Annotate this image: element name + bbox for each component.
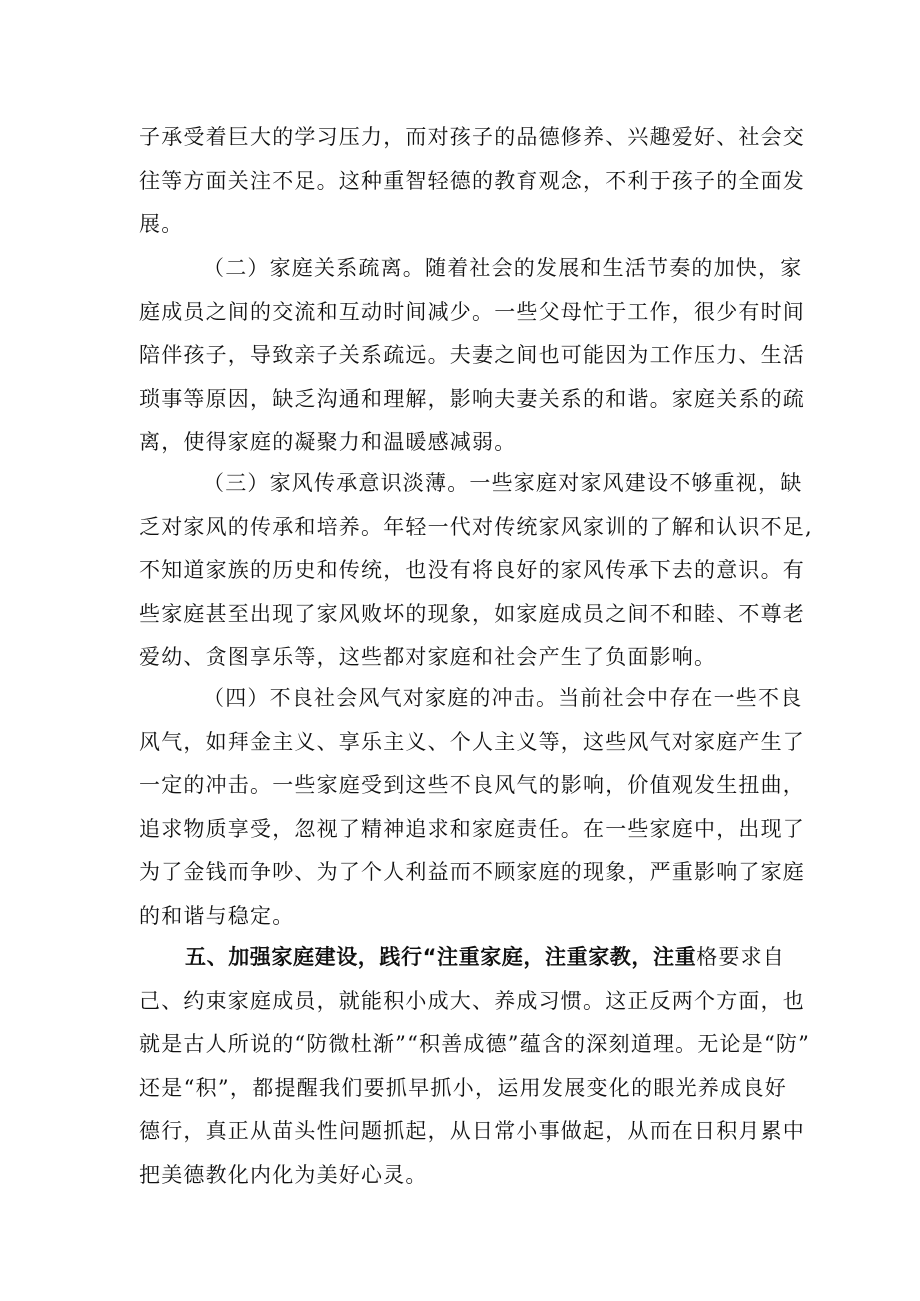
paragraph-line: 为了金钱而争吵、为了个人利益而不顾家庭的现象，严重影响了家庭 — [139, 860, 805, 885]
paragraph-line: 风气，如拜金主义、享乐主义、个人主义等，这些风气对家庭产生了 — [139, 729, 805, 754]
paragraph-line: 德行，真正从苗头性问题抓起，从日常小事做起，从而在日积月累中 — [139, 1119, 805, 1144]
paragraph-family-tradition — [139, 462, 813, 680]
paragraph-social-influence — [139, 677, 805, 939]
paragraph-line: （四）不良社会风气对家庭的冲击。当前社会中存在一些不良 — [203, 686, 803, 710]
paragraph-line: 追求物质享受，忽视了精神追求和家庭责任。在一些家庭中，出现了 — [139, 816, 805, 841]
paragraph-line: 庭成员之间的交流和互动时间减少。一些父母忙于工作，很少有时间 — [139, 299, 805, 324]
paragraph-line: 还是“积”，都提醒我们要抓早抓小，运用发展变化的眼光养成良好 — [139, 1075, 787, 1100]
paragraph-intro — [139, 116, 805, 247]
paragraph-family-relations — [139, 247, 805, 465]
paragraph-line: 爱幼、贪图享乐等，这些都对家庭和社会产生了负面影响。 — [139, 645, 717, 670]
paragraph-line: 就是古人所说的“防微杜渐”“积善成德”蕴含的深刻道理。无论是“防” — [139, 1032, 811, 1057]
paragraph-line: 己、约束家庭成员，就能积小成大、养成习惯。这正反两个方面，也 — [139, 988, 805, 1013]
paragraph-line: 乏对家风的传承和培养。年轻一代对传统家风家训的了解和认识不足, — [139, 514, 813, 539]
paragraph-line: 陪伴孩子，导致亲子关系疏远。夫妻之间也可能因为工作压力、生活 — [139, 343, 805, 368]
paragraph-line: 琐事等原因，缺乏沟通和理解，影响夫妻关系的和谐。家庭关系的疏 — [139, 386, 805, 411]
paragraph-line: 往等方面关注不足。这种重智轻德的教育观念，不利于孩子的全面发 — [139, 168, 805, 193]
paragraph-line: 些家庭甚至出现了家风败坏的现象，如家庭成员之间不和睦、不尊老 — [139, 601, 805, 626]
paragraph-line: 的和谐与稳定。 — [139, 903, 295, 928]
section-five — [139, 936, 811, 1198]
paragraph-line: 展。 — [139, 212, 184, 237]
paragraph-line: 一定的冲击。一些家庭受到这些不良风气的影响，价值观发生扭曲， — [139, 773, 805, 798]
section-heading-rest: 格要求自 — [696, 945, 786, 969]
section-heading-bold: 五、加强家庭建设，践行“注重家庭，注重家教，注重 — [185, 945, 697, 969]
paragraph-line: 不知道家族的历史和传统，也没有将良好的家风传承下去的意识。有 — [139, 558, 805, 583]
paragraph-line: （三）家风传承意识淡薄。一些家庭对家风建设不够重视，缺 — [203, 471, 803, 495]
paragraph-line: 子承受着巨大的学习压力，而对孩子的品德修养、兴趣爱好、社会交 — [139, 125, 805, 149]
paragraph-line: 把美德教化内化为美好心灵。 — [139, 1162, 428, 1187]
paragraph-line: 离，使得家庭的凝聚力和温暖感减弱。 — [139, 430, 517, 455]
section-heading — [139, 936, 787, 980]
paragraph-line: （二）家庭关系疏离。随着社会的发展和生活节奏的加快，家 — [203, 256, 803, 280]
